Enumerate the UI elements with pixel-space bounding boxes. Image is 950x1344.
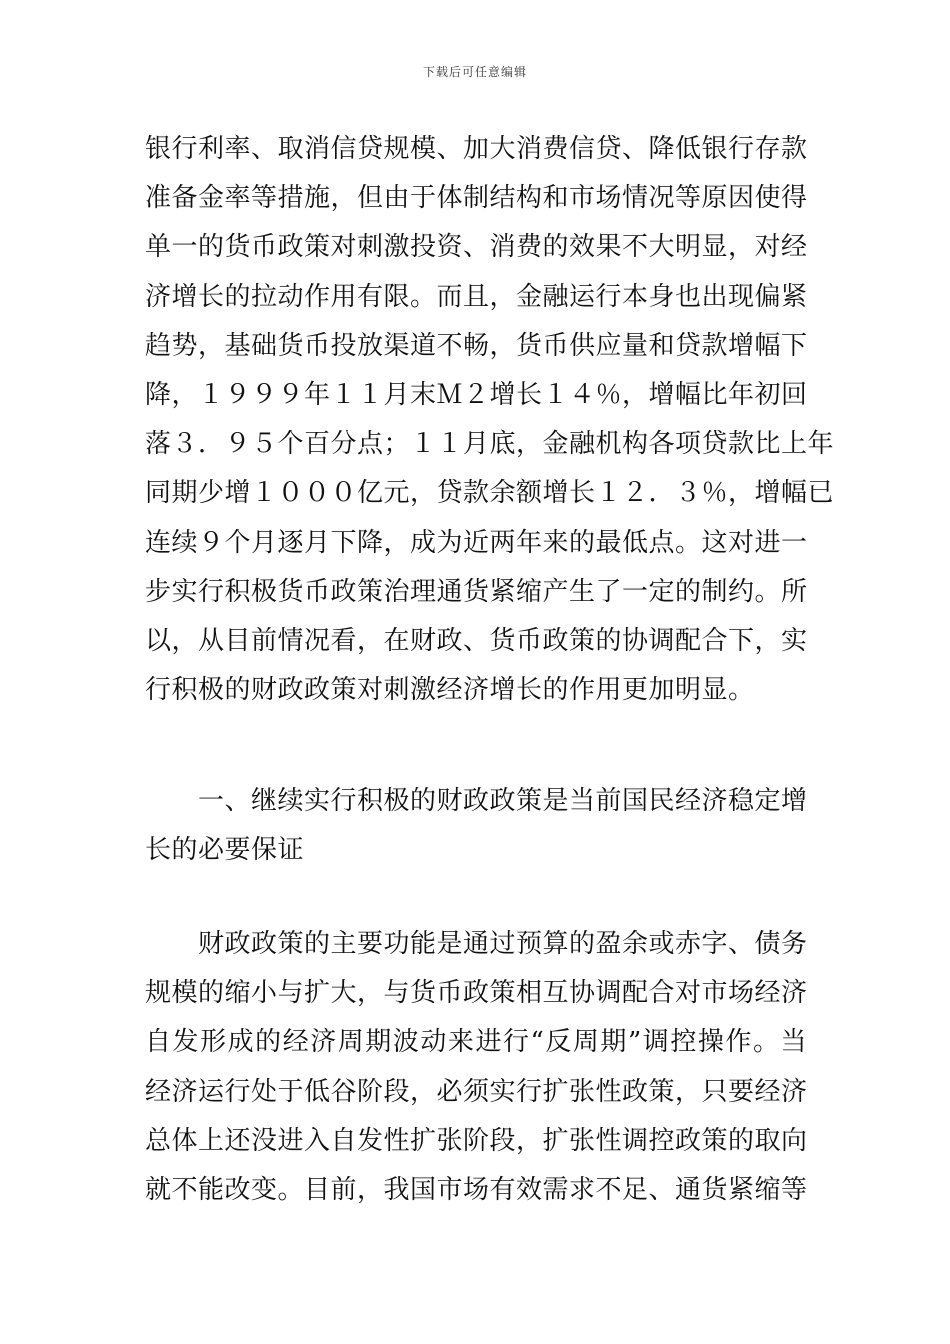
text-line: 经济运行处于低谷阶段，必须实行扩张性政策，只要经济 <box>145 1076 808 1107</box>
text-line: 财政政策的主要功能是通过预算的盈余或赤字、债务 <box>145 929 808 959</box>
section-heading <box>145 777 807 875</box>
text-line: 连续９个月逐月下降，成为近两年来的最低点。这对进一 <box>145 527 808 558</box>
text-line: 单一的货币政策对刺激投资、消费的效果不大明显，对经 <box>145 232 808 263</box>
text-line: 降，１９９９年１１月末Ｍ２增长１４％，增幅比年初回 <box>145 379 808 410</box>
text-line: 就不能改变。目前，我国市场有效需求不足、通货紧缩等 <box>145 1174 808 1205</box>
text-line: 规模的缩小与扩大，与货币政策相互协调配合对市场经济 <box>145 978 808 1009</box>
text-line: 银行利率、取消信贷规模、加大消费信贷、降低银行存款 <box>145 134 808 164</box>
paragraph-fiscal-policy <box>145 920 807 1215</box>
text-line: 同期少增１０００亿元，贷款余额增长１２．３％，增幅已 <box>145 478 835 509</box>
text-line: 趋势，基础货币投放渠道不畅，货币供应量和贷款增幅下 <box>145 330 808 361</box>
page-header: 下载后可任意编辑 <box>422 65 527 79</box>
text-line: 一、继续实行积极的财政政策是当前国民经济稳定增 <box>145 786 808 816</box>
text-line: 步实行积极货币政策治理通货紧缩产生了一定的制约。所 <box>145 576 808 607</box>
text-line: 落３．９５个百分点；１１月底，金融机构各项贷款比上年 <box>145 429 835 460</box>
text-line: 长的必要保证 <box>145 835 305 866</box>
text-line: 准备金率等措施，但由于体制结构和市场情况等原因使得 <box>145 183 808 214</box>
paragraph-monetary-policy <box>145 125 835 715</box>
text-line: 行积极的财政政策对刺激经济增长的作用更加明显。 <box>145 675 755 706</box>
text-line: 以，从目前情况看，在财政、货币政策的协调配合下，实 <box>145 625 808 656</box>
text-line: 自发形成的经济周期波动来进行“反周期”调控操作。当 <box>145 1027 807 1058</box>
text-line: 济增长的拉动作用有限。而且，金融运行本身也出现偏紧 <box>145 281 808 312</box>
text-line: 总体上还没进入自发性扩张阶段，扩张性调控政策的取向 <box>145 1125 808 1156</box>
